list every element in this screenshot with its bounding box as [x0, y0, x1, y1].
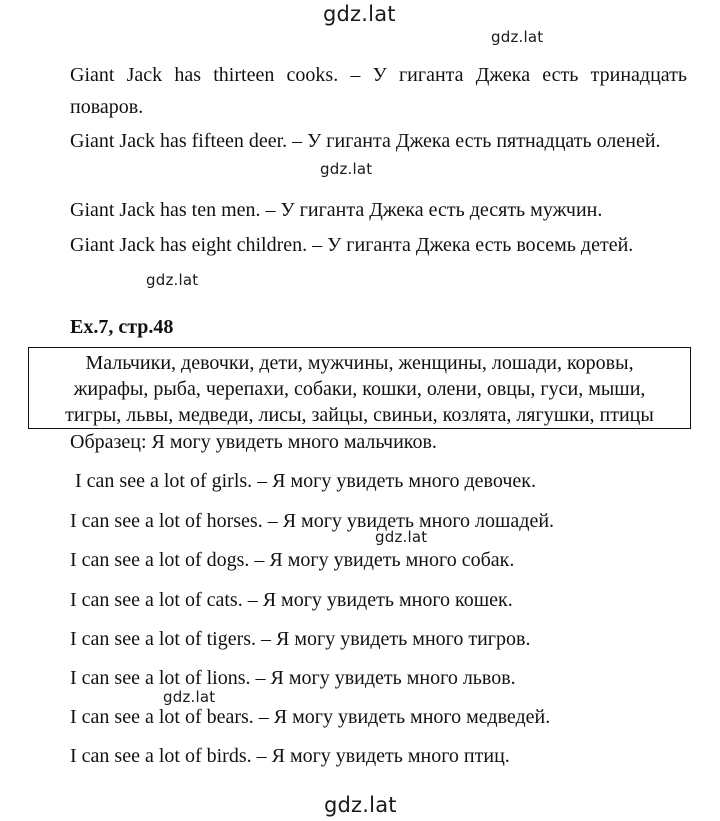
watermark-mid-1: gdz.lat: [320, 160, 373, 178]
watermark-bottom: gdz.lat: [324, 793, 397, 817]
text-line: Giant Jack has eight children. – У гиганта Джека есть восемь детей.: [70, 234, 634, 256]
answer-sentence: I can see a lot of cats. – Я могу увидеть много кошек.: [70, 589, 513, 611]
answer-sentence: I can see a lot of horses. – Я могу увидеть много лошадей.: [70, 510, 555, 532]
watermark-mid-2: gdz.lat: [146, 271, 199, 289]
example-line: Образец: Я могу увидеть много мальчиков.: [70, 431, 437, 453]
word-box-line: жирафы, рыба, черепахи, собаки, кошки, олени, овцы, гуси, мыши,: [73, 378, 646, 400]
answer-sentence: I can see a lot of dogs. – Я могу увидеть много собак.: [70, 549, 515, 571]
word-box-line: тигры, львы, медведи, лисы, зайцы, свиньи, козлята, лягушки, птицы: [65, 404, 654, 426]
answer-sentence: I can see a lot of lions. – Я могу увидеть много львов.: [70, 667, 516, 689]
watermark-top: gdz.lat: [323, 2, 396, 26]
word-box-line: Мальчики, девочки, дети, мужчины, женщины, лошади, коровы,: [85, 352, 634, 374]
answer-sentence: I can see a lot of birds. – Я могу увидеть много птиц.: [70, 745, 510, 767]
text-line: Giant Jack has ten men. – У гиганта Джека есть десять мужчин.: [70, 199, 603, 221]
answer-sentence: I can see a lot of bears. – Я могу увидеть много медведей.: [70, 706, 551, 728]
exercise-title: Ex.7, стр.48: [70, 316, 174, 338]
answer-sentence: I can see a lot of tigers. – Я могу увидеть много тигров.: [70, 628, 531, 650]
word-box: [28, 347, 691, 429]
watermark-top-right: gdz.lat: [491, 28, 544, 46]
text-paragraph: Giant Jack has thirteen cooks. – У гиганта Джека есть тринадцать поваров.: [70, 64, 687, 118]
answer-sentence: I can see a lot of girls. – Я могу увидеть много девочек.: [75, 470, 536, 492]
watermark-mid-3: gdz.lat: [375, 528, 428, 546]
watermark-mid-4: gdz.lat: [163, 688, 216, 706]
text-paragraph: Giant Jack has fifteen deer. – У гиганта Джека есть пятнадцать оленей.: [70, 130, 661, 152]
